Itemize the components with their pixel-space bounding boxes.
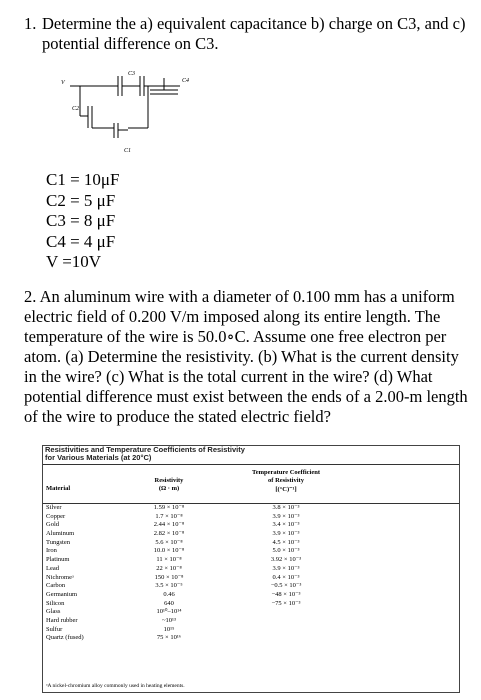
- table-row: [43, 617, 459, 626]
- value-c1: C1 = 10μF: [46, 170, 120, 189]
- cell-material: Gold: [46, 521, 59, 529]
- cell-material: Tungsten: [46, 538, 70, 546]
- label-c2: C2: [72, 106, 80, 112]
- cell-resistivity: 10.0 × 10⁻⁸: [153, 547, 185, 555]
- cell-temp-coefficient: 3.8 × 10⁻³: [272, 504, 300, 511]
- cell-material: Quartz (fused): [46, 634, 84, 642]
- table-row: [43, 582, 459, 591]
- cell-temp-coefficient: 3.92 × 10⁻³: [270, 556, 302, 564]
- cell-material: Germanium: [46, 590, 78, 598]
- cell-material: Copper: [46, 512, 66, 520]
- header-tc2: of Resistivity: [268, 477, 304, 484]
- cell-resistivity: 640: [164, 599, 174, 607]
- label-v: V: [61, 80, 65, 86]
- header-res-unit: (Ω · m): [158, 485, 180, 492]
- value-v: V =10V: [46, 252, 102, 271]
- cell-temp-coefficient: 0.4 × 10⁻³: [272, 573, 300, 581]
- label-c1: C1: [124, 148, 132, 154]
- table-row: [43, 504, 459, 513]
- capacitor-circuit-diagram: [58, 68, 208, 158]
- header-material: Material: [46, 485, 71, 492]
- table-row: [43, 591, 459, 600]
- cell-material: Hard rubber: [46, 616, 78, 624]
- cell-temp-coefficient: −48 × 10⁻³: [271, 590, 301, 598]
- cell-material: Nichromeᵃ: [46, 573, 74, 581]
- question-2-text: 2. An aluminum wire with a diameter of 0.100 mm has a uniform electric field of 0.200 V/m imposed along its entire length. The temperature of the wire is 50.0∘C. Assume one free electron per atom. (a) Determine the resistivity. (b) What is the current density in the wire? (c) What is the total current in the wire? (d) What potential difference must exist between the ends of a 2.00-m length of the wire to produce the stated electric field?: [24, 287, 468, 426]
- table-header: [43, 464, 459, 504]
- cell-temp-coefficient: −75 × 10⁻³: [271, 599, 301, 607]
- cell-resistivity: 75 × 10¹⁶: [156, 634, 182, 642]
- table-subtitle: for Various Materials (at 20°C): [45, 453, 152, 462]
- question-1: [24, 14, 470, 54]
- table-row: [43, 513, 459, 522]
- cell-material: Carbon: [46, 582, 66, 590]
- value-c2: C2 = 5 μF: [46, 190, 116, 210]
- cell-resistivity: ~10¹³: [162, 616, 176, 624]
- cell-material: Silver: [46, 504, 62, 511]
- cell-material: Iron: [46, 547, 57, 555]
- table-row: [43, 565, 459, 574]
- table-row: [43, 608, 459, 617]
- label-c3: C3: [128, 71, 136, 77]
- cell-temp-coefficient: −0.5 × 10⁻³: [270, 582, 302, 590]
- table-row: [43, 600, 459, 609]
- cell-temp-coefficient: 3.4 × 10⁻³: [272, 521, 300, 529]
- cell-temp-coefficient: 5.0 × 10⁻³: [272, 547, 300, 555]
- cell-temp-coefficient: 3.9 × 10⁻³: [272, 512, 300, 520]
- header-resistivity: Resistivity: [154, 477, 184, 484]
- table-title: Resistivities and Temperature Coefficients of Resistivity: [45, 445, 245, 454]
- table-footnote: ᵃA nickel-chromium alloy commonly used in heating elements.: [46, 683, 185, 689]
- table-row: [43, 539, 459, 548]
- question-1-text: Determine the a) equivalent capacitance b) charge on C3, and c) potential difference on C3.: [42, 14, 466, 53]
- header-tc-unit: [(°C)⁻¹]: [275, 486, 297, 493]
- cell-resistivity: 3.5 × 10⁻⁵: [155, 582, 183, 590]
- cell-material: Lead: [46, 564, 59, 572]
- cell-resistivity: 1.59 × 10⁻⁸: [153, 504, 185, 511]
- header-tc: Temperature Coefficient: [251, 469, 321, 476]
- cell-material: Aluminum: [46, 530, 75, 538]
- cell-material: Glass: [46, 608, 61, 616]
- resistivity-table: [42, 445, 460, 693]
- cell-resistivity: 5.6 × 10⁻⁸: [155, 538, 183, 546]
- table-row: [43, 574, 459, 583]
- value-c3: C3 = 8 μF: [46, 211, 116, 230]
- cell-resistivity: 1.7 × 10⁻⁸: [155, 512, 183, 520]
- cell-material: Silicon: [46, 599, 65, 607]
- cell-resistivity: 10¹⁰–10¹⁴: [156, 608, 182, 616]
- table-row: [43, 626, 459, 635]
- question-1-number: 1.: [24, 14, 37, 33]
- cell-material: Platinum: [46, 556, 70, 564]
- cell-resistivity: 150 × 10⁻⁸: [154, 573, 184, 581]
- cell-resistivity: 22 × 10⁻⁸: [156, 564, 182, 572]
- label-c4: C4: [182, 78, 190, 84]
- table-body: [43, 504, 459, 643]
- table-row: [43, 521, 459, 530]
- table-row: [43, 530, 459, 539]
- table-row: [43, 634, 459, 643]
- cell-temp-coefficient: 3.9 × 10⁻³: [272, 564, 300, 572]
- cell-temp-coefficient: 4.5 × 10⁻³: [272, 538, 300, 546]
- table-row: [43, 547, 459, 556]
- cell-resistivity: 2.44 × 10⁻⁸: [153, 521, 185, 529]
- cell-resistivity: 11 × 10⁻⁸: [156, 556, 182, 564]
- value-c4: C4 = 4 μF: [46, 231, 116, 251]
- cell-temp-coefficient: 3.9 × 10⁻³: [272, 530, 300, 538]
- cell-material: Sulfur: [46, 625, 63, 633]
- cell-resistivity: 0.46: [163, 590, 175, 598]
- cell-resistivity: 2.82 × 10⁻⁸: [153, 530, 185, 538]
- capacitance-values: [46, 170, 120, 273]
- cell-resistivity: 10¹⁵: [163, 625, 175, 633]
- table-row: [43, 556, 459, 565]
